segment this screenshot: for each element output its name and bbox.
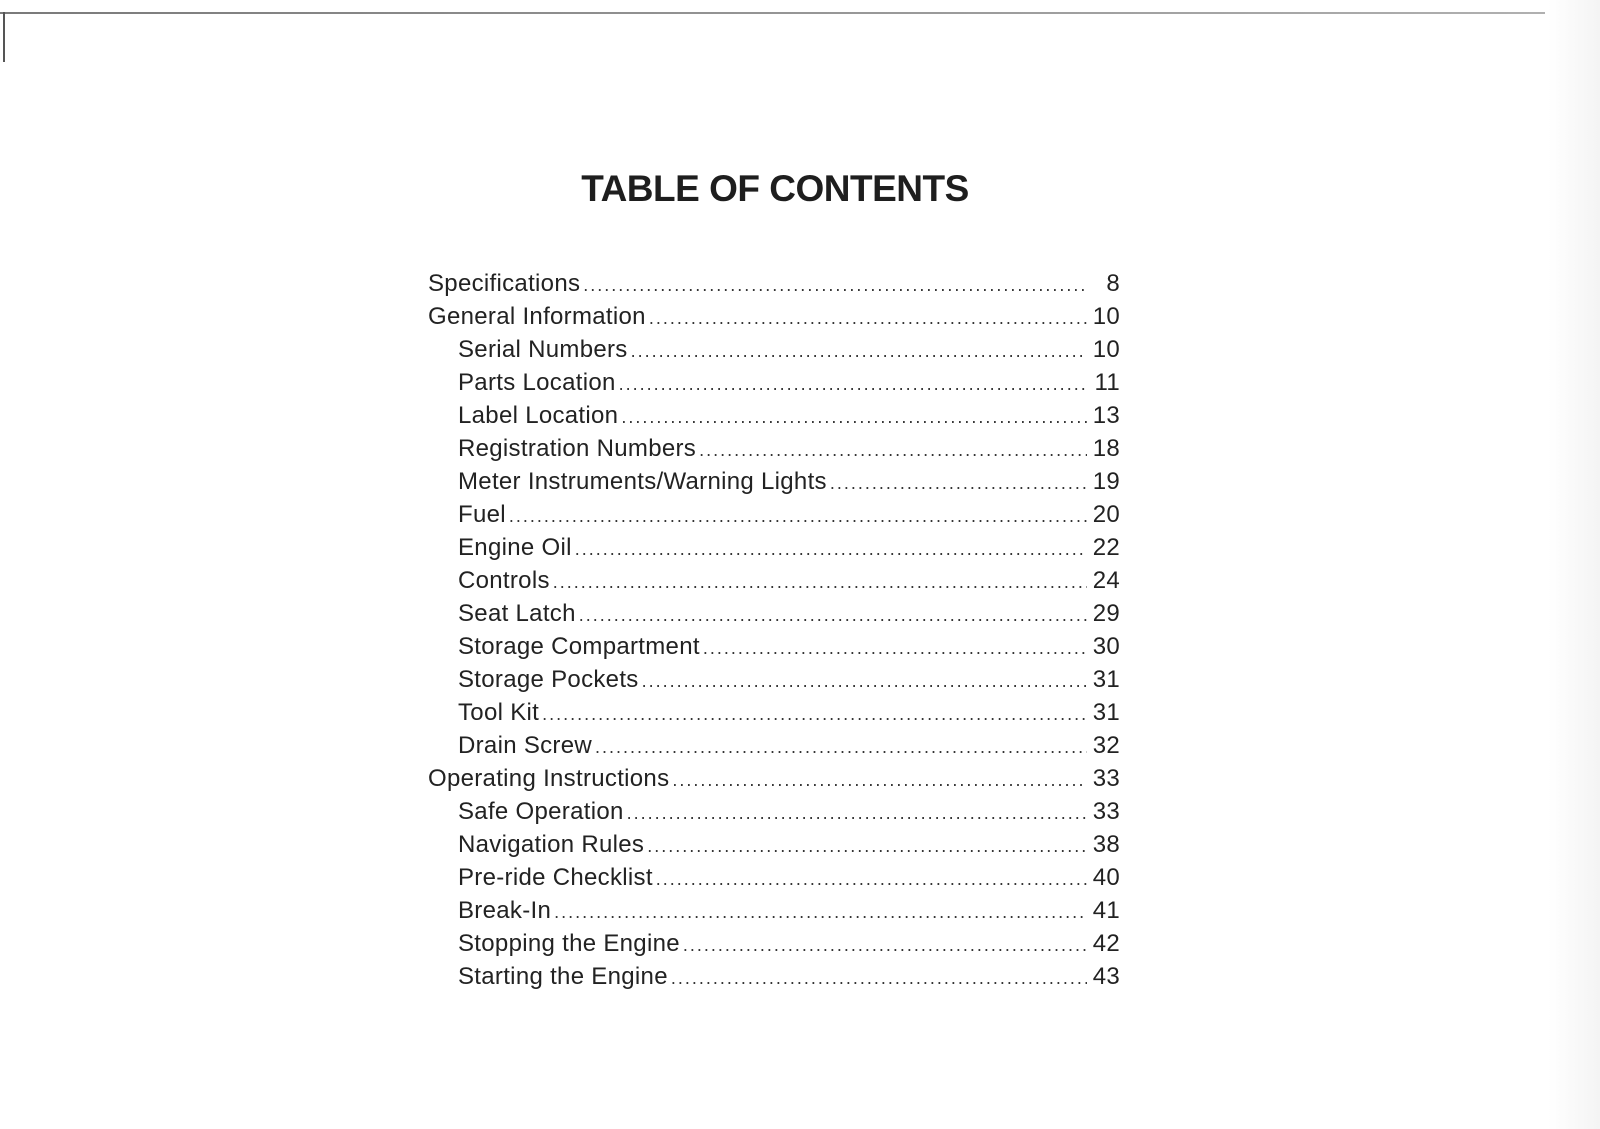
toc-page-number: 20 <box>1092 501 1120 528</box>
toc-page-number: 31 <box>1092 666 1120 693</box>
toc-page-number: 33 <box>1092 765 1120 792</box>
toc-dot-leader <box>595 737 1087 758</box>
toc-subentry[interactable] <box>428 666 1120 699</box>
toc-page-number: 31 <box>1092 699 1120 726</box>
toc-entry-label: Meter Instruments/Warning Lights <box>458 468 827 495</box>
toc-dot-leader <box>703 638 1087 659</box>
toc-entry-label: Stopping the Engine <box>458 930 680 957</box>
toc-entry-label: Tool Kit <box>458 699 540 726</box>
toc-entry-label: Label Location <box>458 402 619 429</box>
toc-entry-label: Serial Numbers <box>458 336 628 363</box>
toc-entry-label: Navigation Rules <box>458 831 645 858</box>
toc-dot-leader <box>671 968 1087 989</box>
toc-entry-label: Fuel <box>458 501 506 528</box>
toc-subentry[interactable] <box>428 534 1120 567</box>
toc-dot-leader <box>583 275 1087 296</box>
toc-dot-leader <box>575 539 1087 560</box>
toc-subentry[interactable] <box>428 831 1120 864</box>
toc-entry-label: Starting the Engine <box>458 963 668 990</box>
toc-dot-leader <box>642 671 1087 692</box>
toc-entry-label: Engine Oil <box>458 534 572 561</box>
toc-dot-leader <box>656 869 1087 890</box>
toc-dot-leader <box>649 308 1087 329</box>
toc-subentry[interactable] <box>428 369 1120 402</box>
page-left-edge <box>3 12 5 62</box>
toc-entry-label: Drain Screw <box>458 732 592 759</box>
toc-dot-leader <box>579 605 1087 626</box>
toc-page-number: 29 <box>1092 600 1120 627</box>
toc-dot-leader <box>683 935 1087 956</box>
page-top-edge <box>0 12 1545 14</box>
toc-subentry[interactable] <box>428 567 1120 600</box>
toc-dot-leader <box>621 407 1087 428</box>
toc-entry-label: Controls <box>458 567 550 594</box>
toc-dot-leader <box>554 902 1087 923</box>
toc-dot-leader <box>830 473 1087 494</box>
toc-dot-leader <box>542 704 1087 725</box>
toc-subentry[interactable] <box>428 864 1120 897</box>
toc-page-number: 13 <box>1092 402 1120 429</box>
toc-subentry[interactable] <box>428 963 1120 996</box>
toc-subentry[interactable] <box>428 897 1120 930</box>
toc-entry-label: Safe Operation <box>458 798 624 825</box>
toc-entry-label: Pre-ride Checklist <box>458 864 653 891</box>
toc-dot-leader <box>619 374 1087 395</box>
toc-subentry[interactable] <box>428 468 1120 501</box>
toc-entry-label: Registration Numbers <box>458 435 697 462</box>
toc-subentry[interactable] <box>428 501 1120 534</box>
toc-subentry[interactable] <box>428 798 1120 831</box>
toc-entry[interactable] <box>428 303 1120 336</box>
toc-page-number: 32 <box>1092 732 1120 759</box>
toc-entry-label: Specifications <box>428 270 581 297</box>
toc-page-number: 10 <box>1092 303 1120 330</box>
toc-page-number: 11 <box>1094 369 1120 396</box>
toc-page-number: 8 <box>1106 270 1120 297</box>
page-title: TABLE OF CONTENTS <box>581 168 969 209</box>
toc-page-number: 38 <box>1092 831 1120 858</box>
toc-entry-label: Break-In <box>458 897 552 924</box>
toc-subentry[interactable] <box>428 402 1120 435</box>
toc-page-number: 40 <box>1092 864 1120 891</box>
toc-dot-leader <box>553 572 1087 593</box>
toc-dot-leader <box>631 341 1087 362</box>
toc-entry-label: Operating Instructions <box>428 765 670 792</box>
toc-entry-label: Parts Location <box>458 369 616 396</box>
toc-dot-leader <box>627 803 1087 824</box>
toc-page-number: 10 <box>1092 336 1120 363</box>
toc-entry-label: General Information <box>428 303 646 330</box>
toc-subentry[interactable] <box>428 930 1120 963</box>
toc-entry[interactable] <box>428 270 1120 303</box>
toc-subentry[interactable] <box>428 600 1120 633</box>
page-right-margin <box>1548 0 1600 1129</box>
toc-entry-label: Seat Latch <box>458 600 576 627</box>
toc-subentry[interactable] <box>428 435 1120 468</box>
toc-entry[interactable] <box>428 765 1120 798</box>
toc-page-number: 24 <box>1092 567 1120 594</box>
toc-subentry[interactable] <box>428 633 1120 666</box>
toc-entry-label: Storage Pockets <box>458 666 639 693</box>
toc-page-number: 42 <box>1092 930 1120 957</box>
table-of-contents <box>428 270 1120 996</box>
toc-dot-leader <box>647 836 1087 857</box>
toc-subentry[interactable] <box>428 336 1120 369</box>
toc-dot-leader <box>699 440 1087 461</box>
toc-page-number: 19 <box>1092 468 1120 495</box>
toc-dot-leader <box>672 770 1087 791</box>
toc-page-number: 43 <box>1092 963 1120 990</box>
toc-entry-label: Storage Compartment <box>458 633 700 660</box>
toc-page-number: 22 <box>1092 534 1120 561</box>
toc-page-number: 18 <box>1092 435 1120 462</box>
toc-dot-leader <box>509 506 1087 527</box>
toc-page-number: 30 <box>1092 633 1120 660</box>
toc-page-number: 41 <box>1092 897 1120 924</box>
toc-subentry[interactable] <box>428 699 1120 732</box>
toc-page-number: 33 <box>1092 798 1120 825</box>
toc-subentry[interactable] <box>428 732 1120 765</box>
